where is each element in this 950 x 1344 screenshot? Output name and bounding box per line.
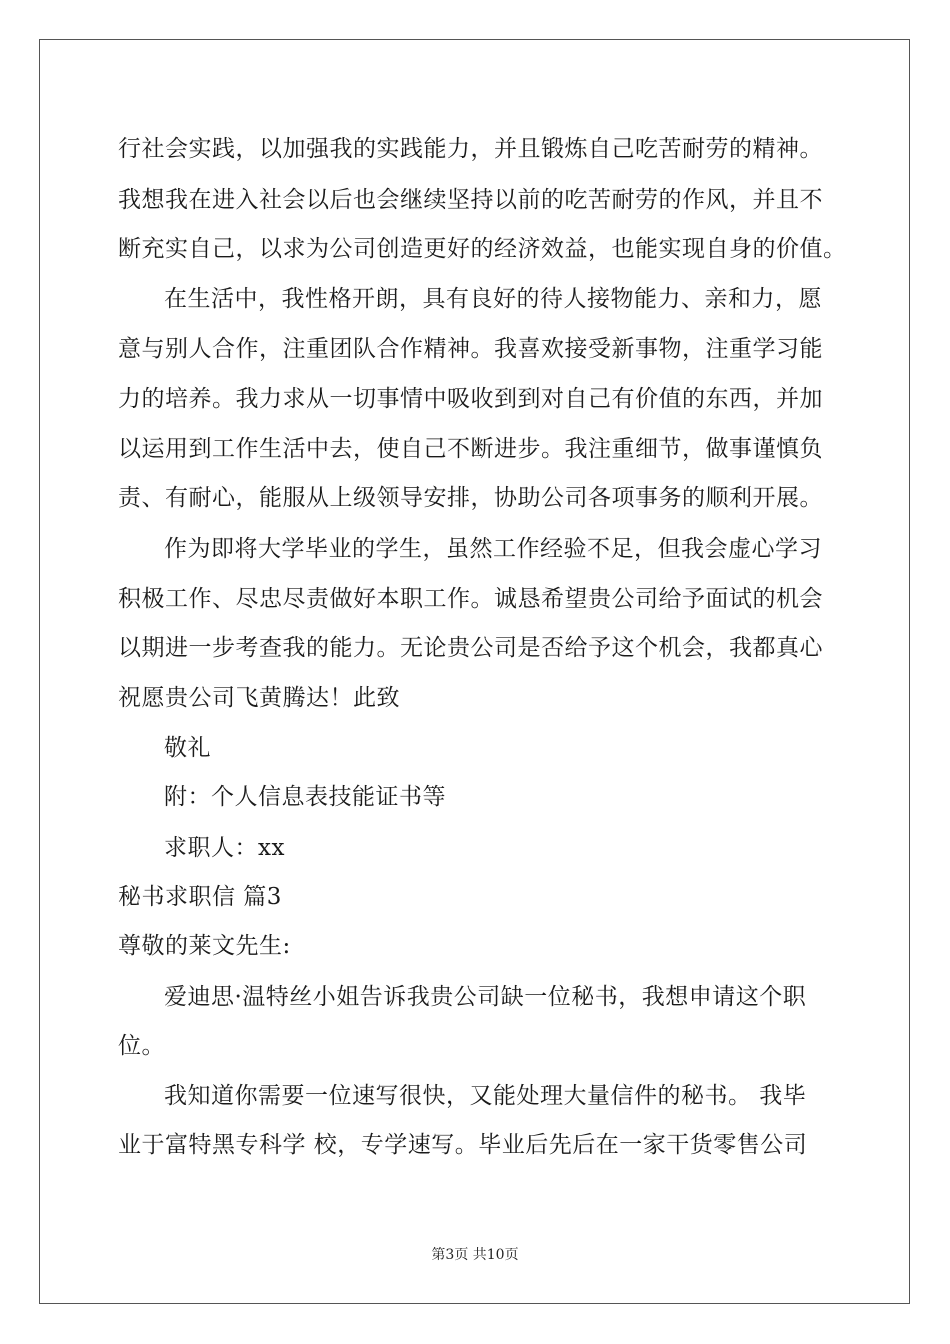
body-line: 在生活中，我性格开朗，具有良好的待人接物能力、亲和力，愿 <box>164 286 822 312</box>
body-line: 行社会实践，以加强我的实践能力，并且锻炼自己吃苦耐劳的精神。 <box>118 136 823 162</box>
page-footer: 第3页 共10页 <box>431 1247 519 1263</box>
body-line: 断充实自己，以求为公司创造更好的经济效益，也能实现自身的价值。 <box>118 236 847 262</box>
applicant-signature: 求职人：xx <box>164 835 285 861</box>
section-heading: 秘书求职信 篇3 <box>118 884 282 910</box>
body-line: 力的培养。我力求从一切事情中吸收到到对自己有价值的东西，并加 <box>118 386 823 412</box>
body-line: 我想我在进入社会以后也会继续坚持以前的吃苦耐劳的作风，并且不 <box>118 187 823 213</box>
body-line: 意与别人合作，注重团队合作精神。我喜欢接受新事物，注重学习能 <box>118 336 823 362</box>
body-line: 我知道你需要一位速写很快，又能处理大量信件的秘书。 我毕 <box>164 1083 807 1109</box>
page-border <box>39 39 910 1304</box>
body-line: 业于富特黑专科学 校，专学速写。毕业后先后在一家干货零售公司 <box>118 1132 808 1158</box>
body-line: 爱迪思·温特丝小姐告诉我贵公司缺一位秘书，我想申请这个职 <box>164 984 807 1010</box>
body-line: 以期进一步考查我的能力。无论贵公司是否给予这个机会，我都真心 <box>118 635 823 661</box>
body-line: 位。 <box>118 1033 165 1059</box>
letter-greeting: 尊敬的莱文先生: <box>118 933 291 959</box>
closing-salutation: 敬礼 <box>164 735 211 761</box>
body-line: 积极工作、尽忠尽责做好本职工作。诚恳希望贵公司给予面试的机会 <box>118 586 823 612</box>
body-line: 作为即将大学毕业的学生，虽然工作经验不足，但我会虚心学习 <box>164 536 822 562</box>
body-line: 以运用到工作生活中去，使自己不断进步。我注重细节，做事谨慎负 <box>118 436 823 462</box>
body-line: 祝愿贵公司飞黄腾达！此致 <box>118 685 400 711</box>
body-line: 责、有耐心，能服从上级领导安排，协助公司各项事务的顺利开展。 <box>118 485 823 511</box>
attachment-note: 附：个人信息表技能证书等 <box>164 784 446 810</box>
